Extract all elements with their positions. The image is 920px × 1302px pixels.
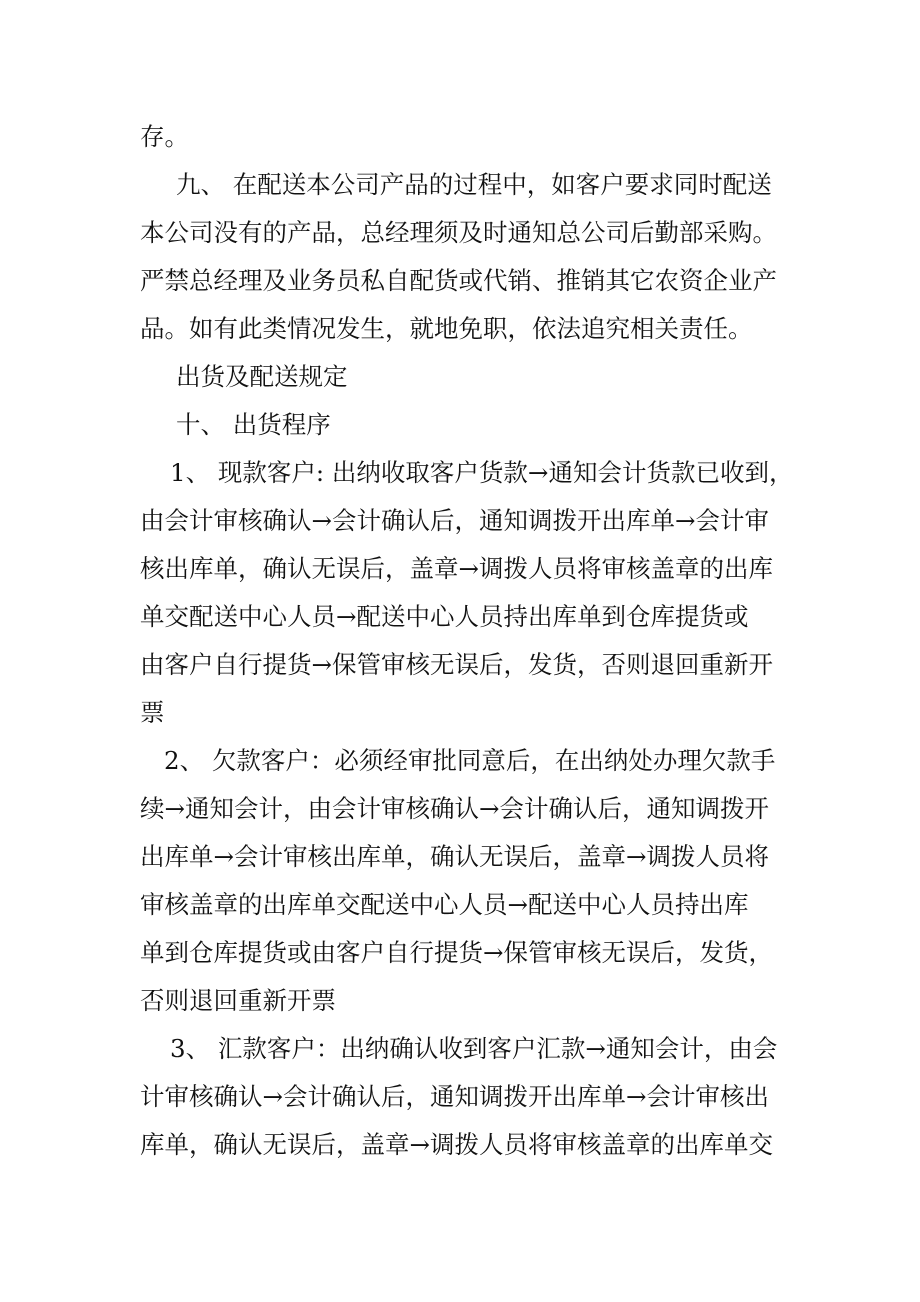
text-line: 核出库单，确认无误后，盖章→调拨人员将审核盖章的出库	[140, 554, 774, 583]
section-title: 出货及配送规定	[176, 362, 348, 391]
text-line: 单到仓库提货或由客户自行提货→保管审核无误后，发货，	[140, 938, 774, 967]
text-line: 计审核确认→会计确认后，通知调拨开出库单→会计审核出	[140, 1082, 770, 1111]
text-line: 审核盖章的出库单交配送中心人员→配送中心人员持出库	[140, 890, 749, 919]
text-line: 票	[140, 698, 165, 727]
text-line: 单交配送中心人员→配送中心人员持出库单到仓库提货或	[140, 602, 749, 631]
text-line: 由客户自行提货→保管审核无误后，发货，否则退回重新开	[140, 650, 774, 679]
text-line: 存。	[140, 122, 189, 151]
text-line: 否则退回重新开票	[140, 986, 336, 1015]
text-line: 续→通知会计，由会计审核确认→会计确认后，通知调拨开	[140, 794, 770, 823]
item-3-line: 3、 汇款客户：出纳确认收到客户汇款→通知会计，由会	[170, 1034, 778, 1063]
section-10-heading: 十、 出货程序	[176, 410, 331, 439]
text-line: 严禁总经理及业务员私自配货或代销、推销其它农资企业产	[140, 266, 777, 295]
text-line: 由会计审核确认→会计确认后，通知调拨开出库单→会计审	[140, 506, 770, 535]
item-1-line: 1、 现款客户: 出纳收取客户货款→通知会计货款已收到，	[170, 458, 794, 487]
text-line: 本公司没有的产品，总经理须及时通知总公司后勤部采购。	[140, 218, 777, 247]
item-2-line: 2、 欠款客户：必须经审批同意后，在出纳处办理欠款手	[164, 746, 776, 775]
text-line: 库单，确认无误后，盖章→调拨人员将审核盖章的出库单交	[140, 1130, 774, 1159]
text-line: 出库单→会计审核出库单，确认无误后，盖章→调拨人员将	[140, 842, 770, 871]
text-line: 品。如有此类情况发生，就地免职，依法追究相关责任。	[140, 314, 753, 343]
section-9-heading-line: 九、 在配送本公司产品的过程中，如客户要求同时配送	[176, 170, 772, 199]
